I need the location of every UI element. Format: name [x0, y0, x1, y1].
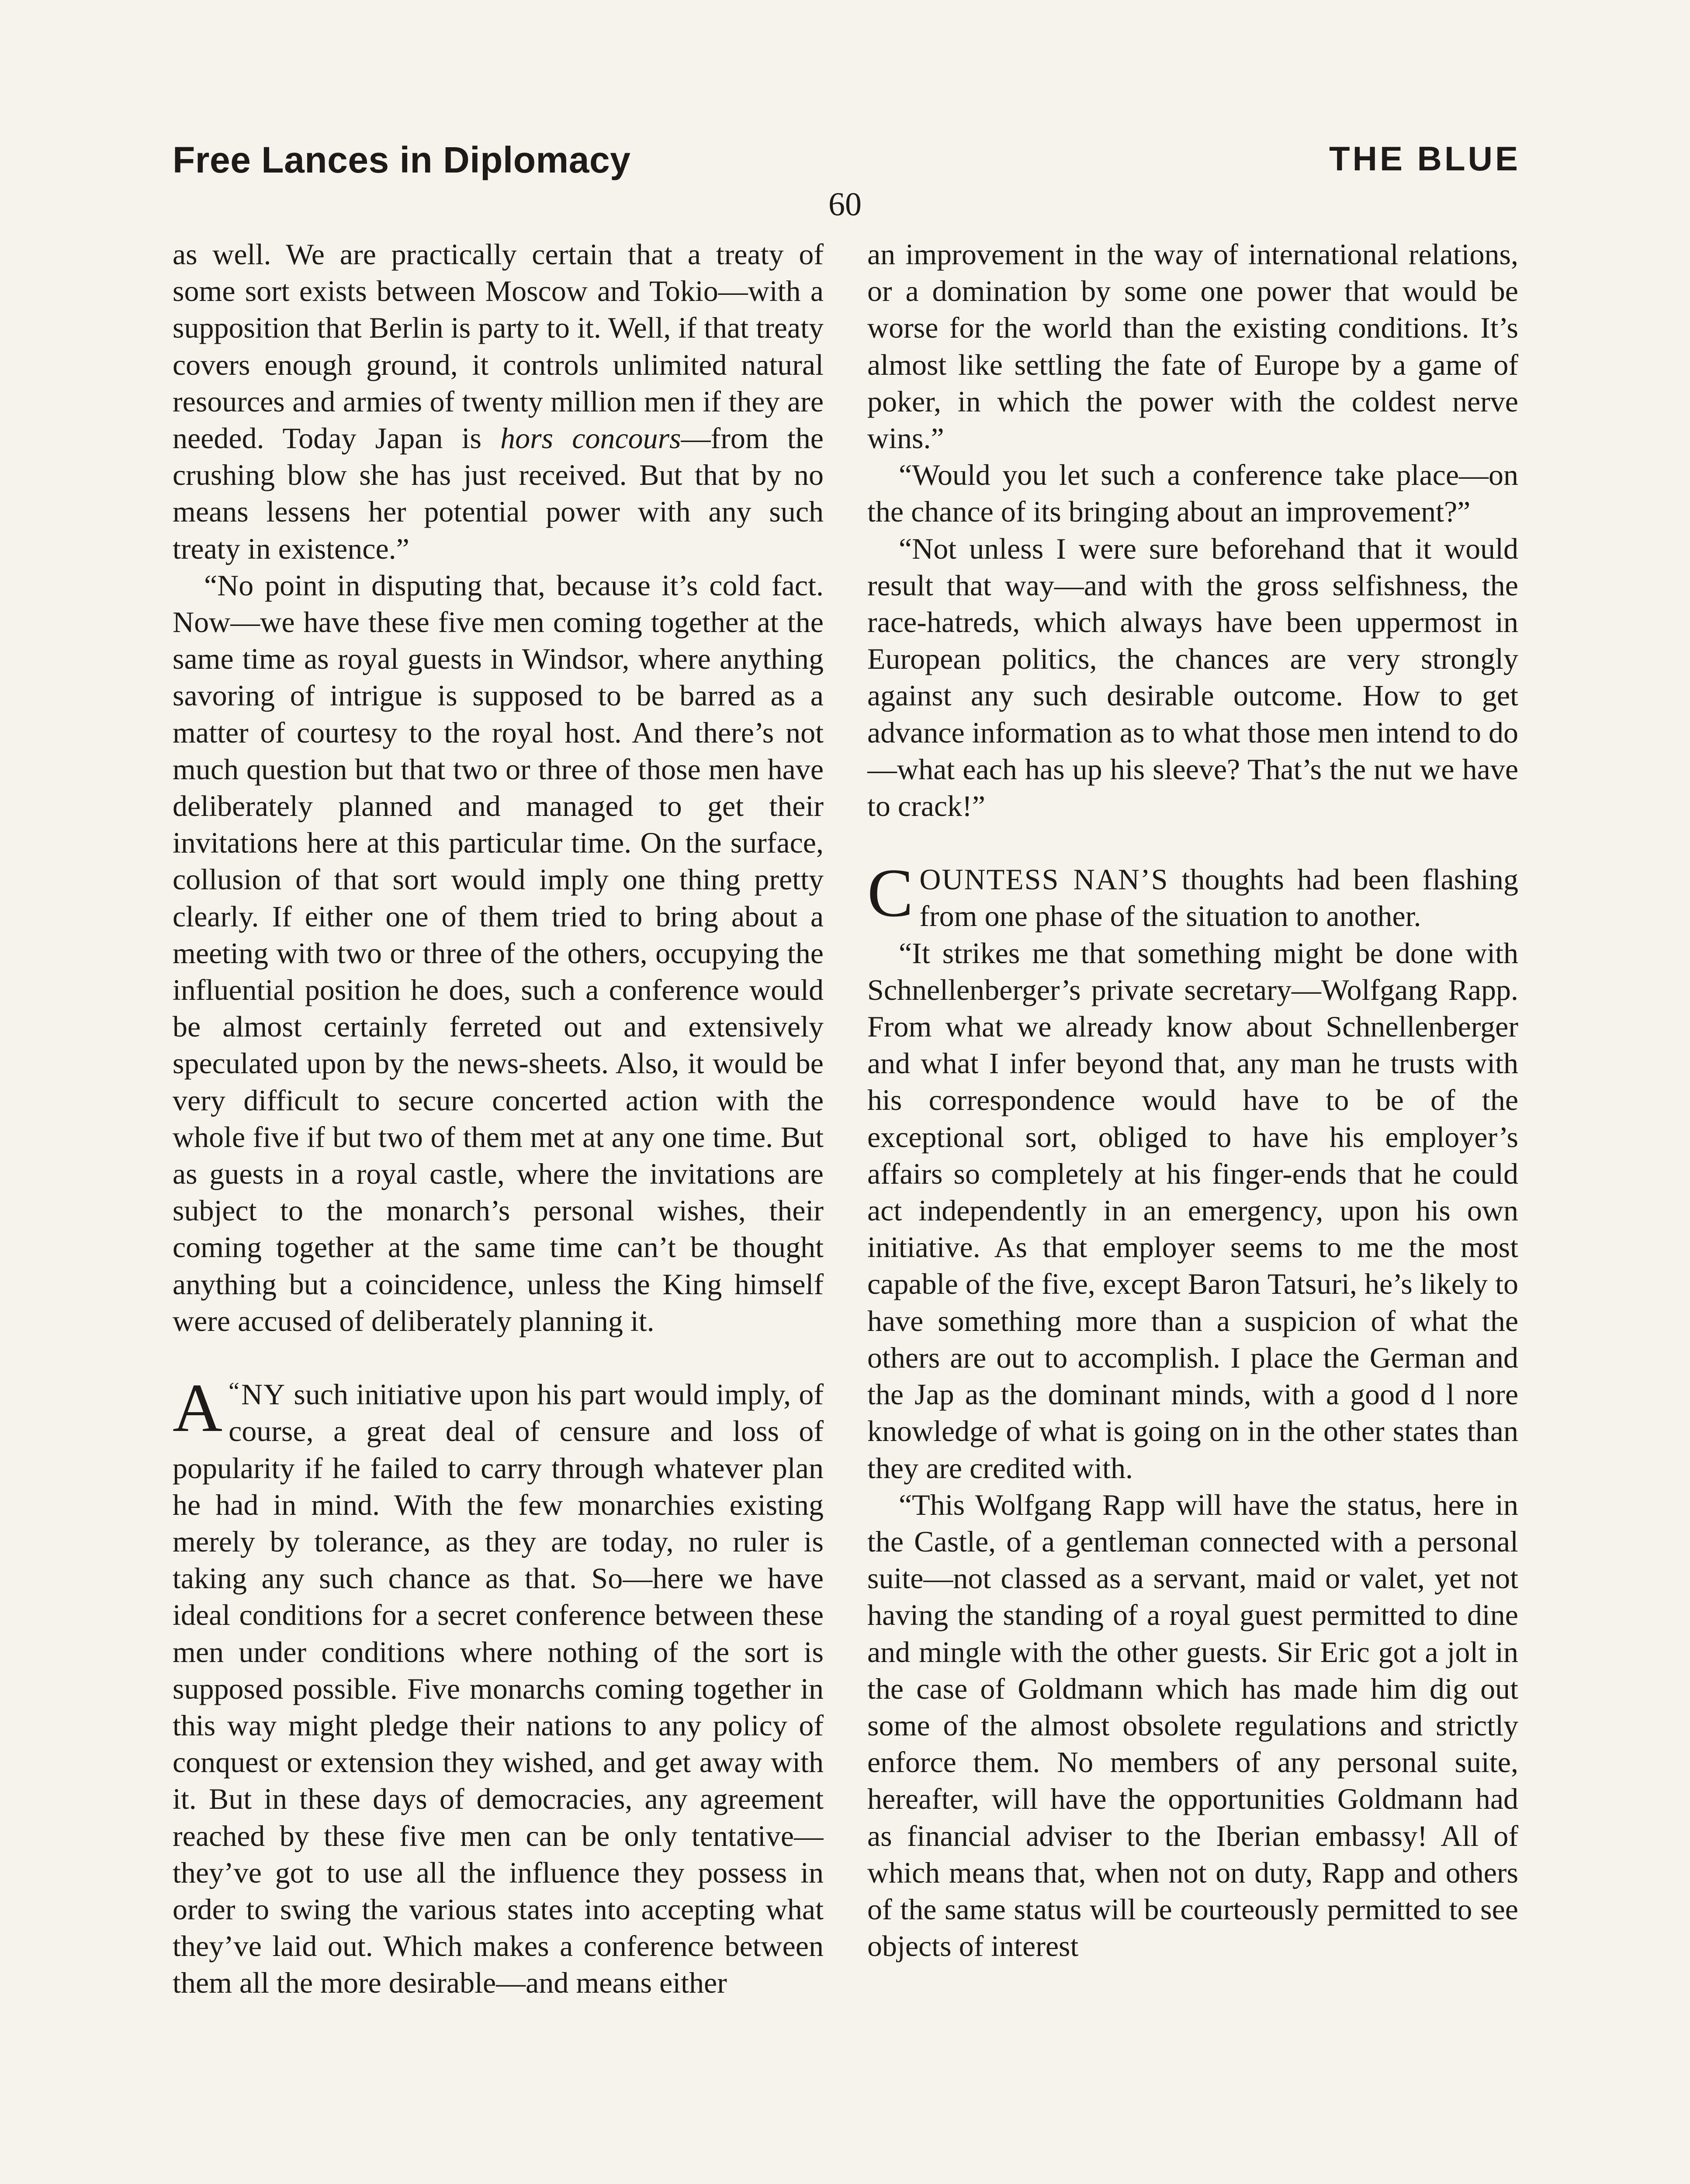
paragraph: “No point in disputing that, because it’s cold fact. Now—we have these five men coming together at the same time as royal guests in Windsor, where anything savoring of intrigue is supposed to be barred as a matter of courtesy to the royal host. And there’s not much question but that two or three of those men have deliberately planned and managed to get their invitations here at this particular time. On the surface, collusion of that sort would imply one thing pretty clearly. If either one of them tried to bring about a meeting with two or three of the others, occupying the influential position he does, such a conference would be almost certainly ferreted out and extensively speculated upon by the news-sheets. Also, it would be very difficult to secure concerted action with the whole five if but two of them met at any one time. But as guests in a royal castle, where the invitations are subject to the monarch’s personal wishes, their coming together at the same time can’t be thought anything but a coincidence, unless the King himself were accused of deliberately planning it. [173, 568, 824, 1337]
section-paragraph [867, 855, 1518, 934]
small-caps-lead: OUNTESS NAN’S [919, 863, 1169, 896]
paragraph [173, 236, 824, 567]
paragraph-text: —from the crushing blow she has just received. But that by no means lessens her potential power with any such treaty in existence.” [173, 422, 824, 565]
right-column [867, 236, 1518, 2184]
left-column [173, 236, 824, 2184]
small-caps-lead: NY [241, 1378, 286, 1411]
running-head [173, 139, 1520, 191]
section-paragraph [173, 1370, 824, 2001]
paragraph: “It strikes me that something might be done with Schnellenberger’s private secretary—Wolfgang Rapp. From what we already know about Schnellenberger and what I infer beyond that, any man he trusts with his correspondence would have to be of the exceptional sort, obliged to have his employer’s affairs so completely at his finger-ends that he could act independently in an emergency, upon his own initiative. As that employer seems to me the most capable of the five, except Baron Tatsuri, he’s likely to have something more than a suspicion of what the others are out to accomplish. I place the German and the Jap as the dominant minds, with a good d l nore knowledge of what is going on in the other states than they are credited with. [867, 936, 1518, 1485]
paragraph: “Not unless I were sure beforehand that it would result that way—and with the gross selfishness, the race-hatreds, which always have been uppermost in European politics, the chances are very strongly against any such desirable outcome. How to get advance information as to what those men intend to do—what each has up his sleeve? That’s the nut we have to crack!” [867, 532, 1518, 823]
paragraph-text: as well. We are practically certain that a treaty of some sort exists between Moscow and Tokio—with a supposition that Berlin is party to it. Well, if that treaty covers enough ground, it controls unlimited natural resources and armies of twenty million men if they are needed. Today Japan is [173, 238, 824, 455]
paragraph-text: such initiative upon his part would imply, of course, a great deal of censure and loss of popularity if he failed to carry through whatever plan he had in mind. With the few monarchies existing merely by tolerance, as they are today, no ruler is taking any such chance as that. So—here we have ideal conditions for a secret conference between these men under conditions where nothing of the sort is supposed possible. Five monarchs coming together in this way might pledge their nations to any policy of conquest or extension they wished, and get away with it. But in these days of democracies, any agreement reached by these five men can be only tentative—they’ve got to use all the influence they possess in order to swing the various states into accepting what they’ve laid out. Which makes a conference between them all the more desirable—and means either [173, 1378, 824, 2000]
paragraph: “This Wolfgang Rapp will have the status, here in the Castle, of a gentleman connected with a personal suite—not classed as a servant, maid or valet, yet not having the standing of a royal guest permitted to dine and mingle with the other guests. Sir Eric got a jolt in the case of Goldmann which has made him dig out some of the almost obsolete regulations and strictly enforce them. No members of any personal suite, hereafter, will have the opportunities Goldmann had as financial adviser to the Iberian embassy! All of which means that, when not on duty, Rapp and others of the same status will be courteously permitted to see objects of interest [867, 1488, 1518, 1963]
magazine-title: THE BLUE [1329, 139, 1520, 178]
paragraph: an improvement in the way of international relations, or a domination by some one power that would be worse for the world than the existing conditions. It’s almost like settling the fate of Europe by a game of poker, in which the power with the coldest nerve wins.” [867, 238, 1518, 455]
page-number: 60 [828, 186, 862, 223]
drop-cap: A [173, 1370, 223, 1447]
story-title: Free Lances in Diplomacy [173, 139, 631, 180]
open-quote: “ [229, 1378, 239, 1405]
italic-phrase: hors concours [500, 422, 681, 455]
drop-cap: C [867, 855, 914, 932]
paragraph: “Would you let such a conference take place—on the chance of its bringing about an improvement?” [867, 458, 1518, 529]
paragraph-text: thoughts had been flashing from one phase of the situation to another. [919, 863, 1518, 933]
